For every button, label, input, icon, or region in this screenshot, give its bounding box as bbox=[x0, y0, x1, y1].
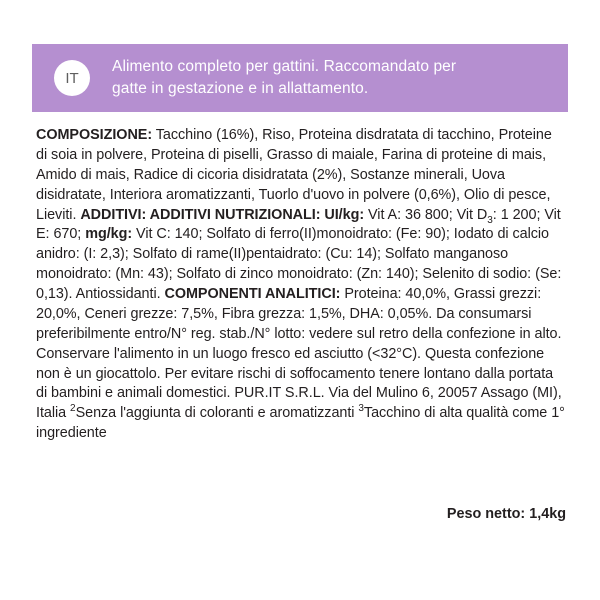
additives-body-3: Vit C: 140; Solfato di ferro(II)monoidrato: (Fe: 90); Iodato di calcio anidro: (I: 2,3); Solfato di rame(II)pentaidrato: (Cu: 14); Solfato manganoso monoidrato: (Mn: 43); Solfato di zinco monoidrato: (Zn: 140); Selenito di sodio: (Se: 0,13). Antiossidanti. bbox=[36, 226, 562, 302]
feeding-claim-line-2: gatte in gestazione e in allattamento. bbox=[112, 80, 369, 97]
language-badge: IT bbox=[54, 60, 90, 96]
analytical-body: Proteina: 40,0%, Grassi grezzi: 20,0%, Ceneri grezze: 7,5%, Fibra grezza: 1,5%, DHA: 0,05%. Da consumarsi preferibilmente entro/N° reg. stab./N° lotto: vedere sul retro della confezione in alto. Conservare l'alimento in un luogo fresco ed asciutto (<32°C). Questa confezione non è un giocattolo. Per evitare rischi di soffocamento tenere lontano dalla portata di bambini e animali domestici. bbox=[36, 286, 562, 402]
composition-heading: COMPOSIZIONE: bbox=[36, 127, 153, 143]
language-claim-band bbox=[32, 44, 568, 112]
ingredients-block bbox=[36, 126, 566, 444]
footnote-2-text: Senza l'aggiunta di coloranti e aromatizzanti bbox=[75, 405, 359, 422]
additives-body-2: : 1 200; Vit E: 670; bbox=[36, 206, 561, 243]
footnote-3-marker: 3 bbox=[358, 403, 364, 415]
additives-unit-heading: mg/kg: bbox=[85, 226, 133, 243]
analytical-heading: COMPONENTI ANALITICI: bbox=[164, 286, 341, 302]
footnote-3-text: Tacchino di alta qualità come 1° ingrediente bbox=[36, 405, 565, 442]
composition-body: Tacchino (16%), Riso, Proteina disdratata di tacchino, Proteine di soia in polvere, Proteina di piselli, Grasso di maiale, Farina di proteine di mais, Amido di mais, Radice di cicoria disidratata (2%), Sostanze minerali, Uova disidratate, Interiora aromatizzanti, Tuorlo d'uovo in polvere (0,6%), Olio di pesce, Lieviti. bbox=[36, 127, 552, 223]
feeding-claim-line-1: Alimento completo per gattini. Raccomandato per bbox=[112, 57, 457, 75]
footnote-2-marker: 2 bbox=[70, 403, 76, 415]
feeding-claim-text bbox=[112, 56, 568, 101]
manufacturer-info: PUR.IT S.R.L. Via del Mulino 6, 20057 Assago (MI), Italia bbox=[36, 385, 562, 422]
vitamin-d-subscript: 3 bbox=[487, 214, 493, 226]
net-weight: Peso netto: 1,4kg bbox=[446, 506, 566, 522]
additives-body-1: Vit A: 36 800; Vit D bbox=[364, 206, 488, 223]
additives-heading: ADDITIVI: ADDITIVI NUTRIZIONALI: UI/kg: bbox=[80, 206, 365, 223]
